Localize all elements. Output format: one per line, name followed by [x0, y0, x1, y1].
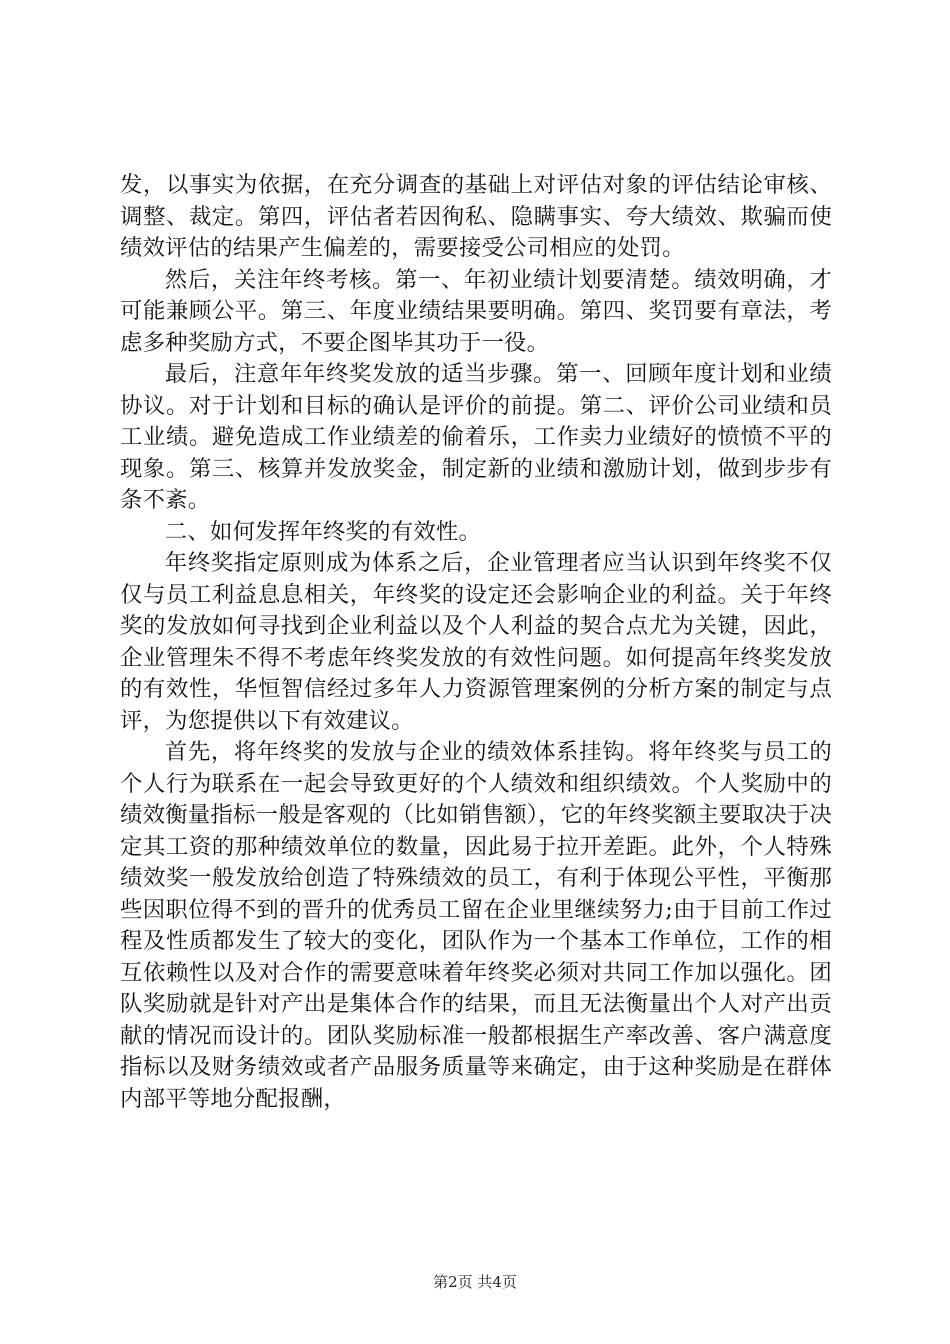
section-heading-effectiveness: 二、如何发挥年终奖的有效性。	[164, 518, 482, 545]
document-body	[120, 170, 832, 1115]
paragraph-continuation: 发，以事实为依据，在充分调查的基础上对评估对象的评估结论审核、调整、裁定。第四，评估者若因徇私、隐瞒事实、夸大绩效、欺骗而使绩效评估的结果产生偏差的，需要接受公司相应的处罚。	[120, 172, 832, 261]
page-number-footer: 第2页 共4页	[433, 1273, 517, 1291]
paragraph-bonus-steps: 最后，注意年年终奖发放的适当步骤。第一、回顾年度计划和业绩协议。对于计划和目标的确认是评价的前提。第二、评价公司业绩和员工业绩。避免造成工作业绩差的偷着乐，工作卖力业绩好的愤愤不平的现象。第三、核算并发放奖金，制定新的业绩和激励计划，做到步步有条不紊。	[120, 361, 832, 513]
paragraph-performance-linkage: 首先，将年终奖的发放与企业的绩效体系挂钩。将年终奖与员工的个人行为联系在一起会导致更好的个人绩效和组织绩效。个人奖励中的绩效衡量指标一般是客观的（比如销售额），它的年终奖额主要取决于决定其工资的那种绩效单位的数量，因此易于拉开差距。此外，个人特殊绩效奖一般发放给创造了特殊绩效的员工，有利于体现公平性，平衡那些因职位得不到的晋升的优秀员工留在企业里继续努力;由于目前工作过程及性质都发生了较大的变化，团队作为一个基本工作单位，工作的相互依赖性以及对合作的需要意味着年终奖必须对共同工作加以强化。团队奖励就是针对产出是集体合作的结果，而且无法衡量出个人对产出贡献的情况而设计的。团队奖励标准一般都根据生产率改善、客户满意度指标以及财务绩效或者产品服务质量等来确定，由于这种奖励是在群体内部平等地分配报酬，	[120, 739, 832, 1112]
paragraph-bonus-principles: 年终奖指定原则成为体系之后，企业管理者应当认识到年终奖不仅仅与员工利益息息相关，年终奖的设定还会影响企业的利益。关于年终奖的发放如何寻找到企业利益以及个人利益的契合点尤为关键，因此，企业管理朱不得不考虑年终奖发放的有效性问题。如何提高年终奖发放的有效性，华恒智信经过多年人力资源管理案例的分析方案的制定与点评，为您提供以下有效建议。	[120, 550, 832, 734]
paragraph-year-end-review: 然后，关注年终考核。第一、年初业绩计划要清楚。绩效明确，才可能兼顾公平。第三、年度业绩结果要明确。第四、奖罚要有章法，考虑多种奖励方式，不要企图毕其功于一役。	[120, 266, 832, 356]
